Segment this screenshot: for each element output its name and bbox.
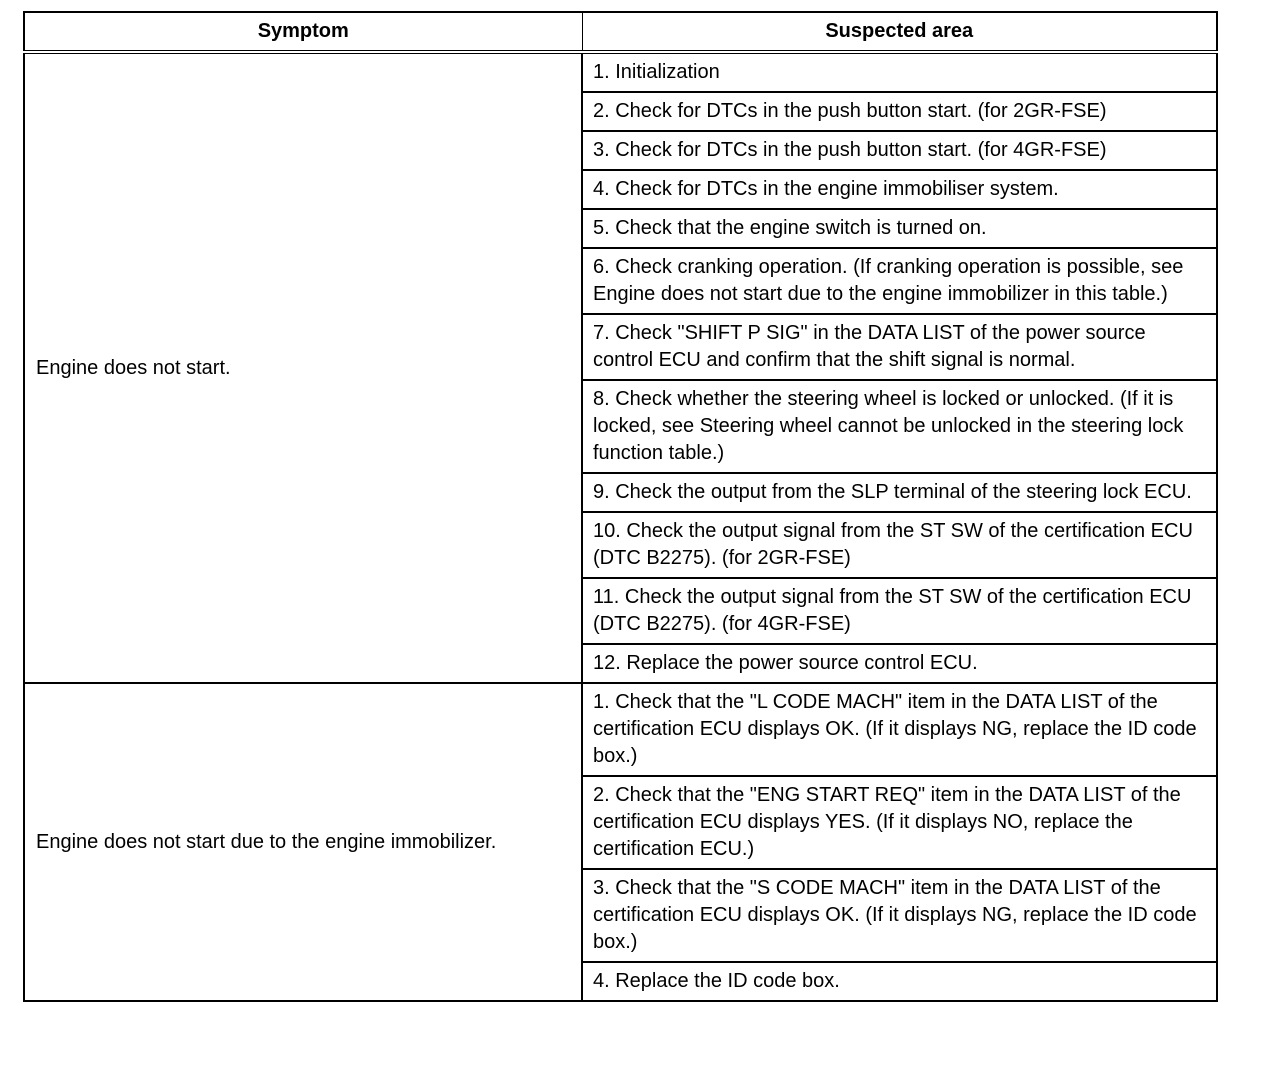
suspected-area-cell: 9. Check the output from the SLP terminal of the steering lock ECU.	[582, 473, 1217, 512]
suspected-area-cell: 5. Check that the engine switch is turned on.	[582, 209, 1217, 248]
suspected-area-cell: 2. Check for DTCs in the push button start. (for 2GR-FSE)	[582, 92, 1217, 131]
suspected-area-cell: 6. Check cranking operation. (If cranking operation is possible, see Engine does not start due to the engine immobilizer in this table.)	[582, 248, 1217, 314]
suspected-area-cell: 7. Check "SHIFT P SIG" in the DATA LIST of the power source control ECU and confirm that the shift signal is normal.	[582, 314, 1217, 380]
suspected-area-cell: 11. Check the output signal from the ST SW of the certification ECU (DTC B2275). (for 4GR-FSE)	[582, 578, 1217, 644]
header-row	[24, 12, 1217, 52]
suspected-area-cell: 8. Check whether the steering wheel is locked or unlocked. (If it is locked, see Steering wheel cannot be unlocked in the steering lock function table.)	[582, 380, 1217, 473]
suspected-area-cell: 4. Check for DTCs in the engine immobiliser system.	[582, 170, 1217, 209]
symptom-cell: Engine does not start due to the engine immobilizer.	[24, 683, 582, 1001]
table-body	[24, 52, 1217, 1001]
suspected-area-cell: 1. Initialization	[582, 52, 1217, 92]
suspected-area-cell: 3. Check for DTCs in the push button start. (for 4GR-FSE)	[582, 131, 1217, 170]
table-row	[24, 683, 1217, 776]
header-suspected-area: Suspected area	[582, 12, 1217, 52]
suspected-area-cell: 2. Check that the "ENG START REQ" item in the DATA LIST of the certification ECU displays YES. (If it displays NO, replace the certification ECU.)	[582, 776, 1217, 869]
suspected-area-cell: 12. Replace the power source control ECU.	[582, 644, 1217, 683]
table-row	[24, 52, 1217, 92]
suspected-area-cell: 1. Check that the "L CODE MACH" item in the DATA LIST of the certification ECU displays OK. (If it displays NG, replace the ID code box.)	[582, 683, 1217, 776]
header-symptom: Symptom	[24, 12, 582, 52]
suspected-area-cell: 10. Check the output signal from the ST SW of the certification ECU (DTC B2275). (for 2GR-FSE)	[582, 512, 1217, 578]
suspected-area-cell: 3. Check that the "S CODE MACH" item in the DATA LIST of the certification ECU displays OK. (If it displays NG, replace the ID code box.)	[582, 869, 1217, 962]
suspected-area-cell: 4. Replace the ID code box.	[582, 962, 1217, 1001]
symptom-table	[23, 11, 1218, 1002]
table-header	[24, 12, 1217, 52]
symptom-cell: Engine does not start.	[24, 52, 582, 683]
